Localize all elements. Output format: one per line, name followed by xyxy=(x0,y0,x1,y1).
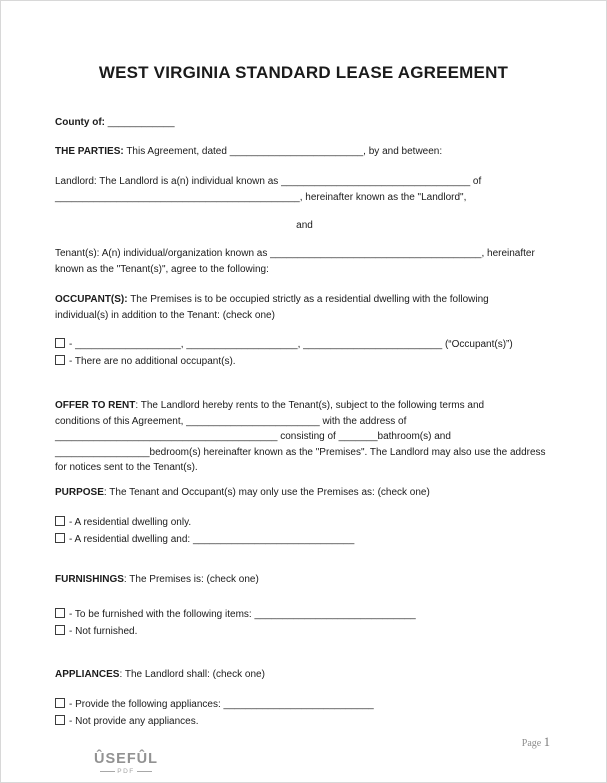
occupants-text-line2: individual(s) in addition to the Tenant: (check one) xyxy=(55,309,275,321)
page-number xyxy=(522,735,550,750)
checkbox-icon[interactable] xyxy=(55,608,65,618)
logo-dash-right-icon xyxy=(137,771,152,772)
furnishings-text: : The Premises is: (check one) xyxy=(123,574,259,585)
checkbox-option xyxy=(55,713,554,730)
tenant-text-line2: known as the "Tenant(s)", agree to the following: xyxy=(55,263,269,275)
option-text: - A residential dwelling and: _____________________________ xyxy=(69,534,355,545)
page-number-label: Page xyxy=(521,738,544,749)
checkbox-option xyxy=(55,336,554,353)
document-title: WEST VIRGINIA STANDARD LEASE AGREEMENT xyxy=(98,63,509,82)
purpose-options xyxy=(55,514,554,548)
furnishings-options xyxy=(55,606,554,640)
section-furnishings xyxy=(55,572,554,588)
option-text: - A residential dwelling only. xyxy=(69,517,192,528)
page-number-value: 1 xyxy=(543,735,550,749)
checkbox-option xyxy=(55,696,554,713)
checkbox-option xyxy=(55,606,554,623)
brand-logo xyxy=(88,751,164,775)
section-tenant xyxy=(55,246,554,277)
checkbox-icon[interactable] xyxy=(55,715,65,725)
furnishings-label: FURNISHINGS xyxy=(55,574,124,585)
occupants-text: The Premises is to be occupied strictly as a residential dwelling with the following xyxy=(127,294,489,305)
offer-text-line2: conditions of this Agreement, ________________________ with the address of xyxy=(55,415,407,427)
offer-text-line5: for notices sent to the Tenant(s). xyxy=(55,462,198,473)
appliances-options xyxy=(55,696,554,730)
logo-dash-left-icon xyxy=(100,771,115,772)
checkbox-option xyxy=(55,531,554,548)
brand-logo-subline xyxy=(88,768,164,775)
checkbox-option xyxy=(55,514,554,531)
purpose-label: PURPOSE xyxy=(55,487,104,498)
section-appliances xyxy=(55,667,554,683)
purpose-text: : The Tenant and Occupant(s) may only use the Premises as: (check one) xyxy=(103,487,430,498)
landlord-text-line1: Landlord: The Landlord is a(n) individual known as __________________________________ of xyxy=(55,176,482,187)
section-occupants xyxy=(55,292,554,323)
checkbox-option xyxy=(55,353,554,370)
option-text: - Not furnished. xyxy=(69,626,138,637)
appliances-label: APPLIANCES xyxy=(55,669,120,680)
offer-text: : The Landlord hereby rents to the Tenant(s), subject to the following terms and xyxy=(135,400,485,411)
section-landlord xyxy=(55,174,554,205)
parties-label: THE PARTIES: xyxy=(55,146,124,157)
brand-logo-subtext: PDF xyxy=(117,768,135,775)
offer-text-line3: ________________________________________ consisting of _______bathroom(s) and xyxy=(55,431,451,442)
section-purpose xyxy=(55,485,554,501)
occupants-options xyxy=(55,336,554,370)
checkbox-icon[interactable] xyxy=(55,698,65,708)
option-text: - Provide the following appliances: ___________________________ xyxy=(69,699,374,710)
tenant-text-line1: Tenant(s): A(n) individual/organization known as ______________________________________, hereinafter xyxy=(55,248,535,259)
checkbox-icon[interactable] xyxy=(55,625,65,635)
section-offer-to-rent xyxy=(55,398,554,476)
occupants-label: OCCUPANT(S): xyxy=(55,294,128,305)
checkbox-option xyxy=(55,623,554,640)
option-text: - ___________________, ____________________, _________________________ (“Occupant(s)”) xyxy=(69,339,513,350)
checkbox-icon[interactable] xyxy=(55,338,65,348)
option-text: - To be furnished with the following items: _____________________________ xyxy=(69,609,416,620)
checkbox-icon[interactable] xyxy=(55,355,65,365)
checkbox-icon[interactable] xyxy=(55,516,65,526)
county-blank-field: ____________ xyxy=(105,117,175,128)
county-label: County of: xyxy=(55,117,105,128)
section-parties xyxy=(55,144,554,160)
checkbox-icon[interactable] xyxy=(55,533,65,543)
offer-label: OFFER TO RENT xyxy=(55,400,136,411)
option-text: - Not provide any appliances. xyxy=(69,716,199,727)
appliances-text: : The Landlord shall: (check one) xyxy=(119,669,265,680)
parties-text: This Agreement, dated ________________________, by and between: xyxy=(123,146,443,157)
option-text: - There are no additional occupant(s). xyxy=(69,356,236,367)
landlord-text-line2: ____________________________________________, hereinafter known as the "Landlord", xyxy=(55,191,467,203)
brand-logo-text: ÛSEFÛL xyxy=(94,751,158,767)
section-county xyxy=(55,115,554,131)
conjunction-and: and xyxy=(296,220,313,231)
offer-text-line4: _________________bedroom(s) hereinafter known as the "Premises". The Landlord may also use the address xyxy=(55,446,546,458)
